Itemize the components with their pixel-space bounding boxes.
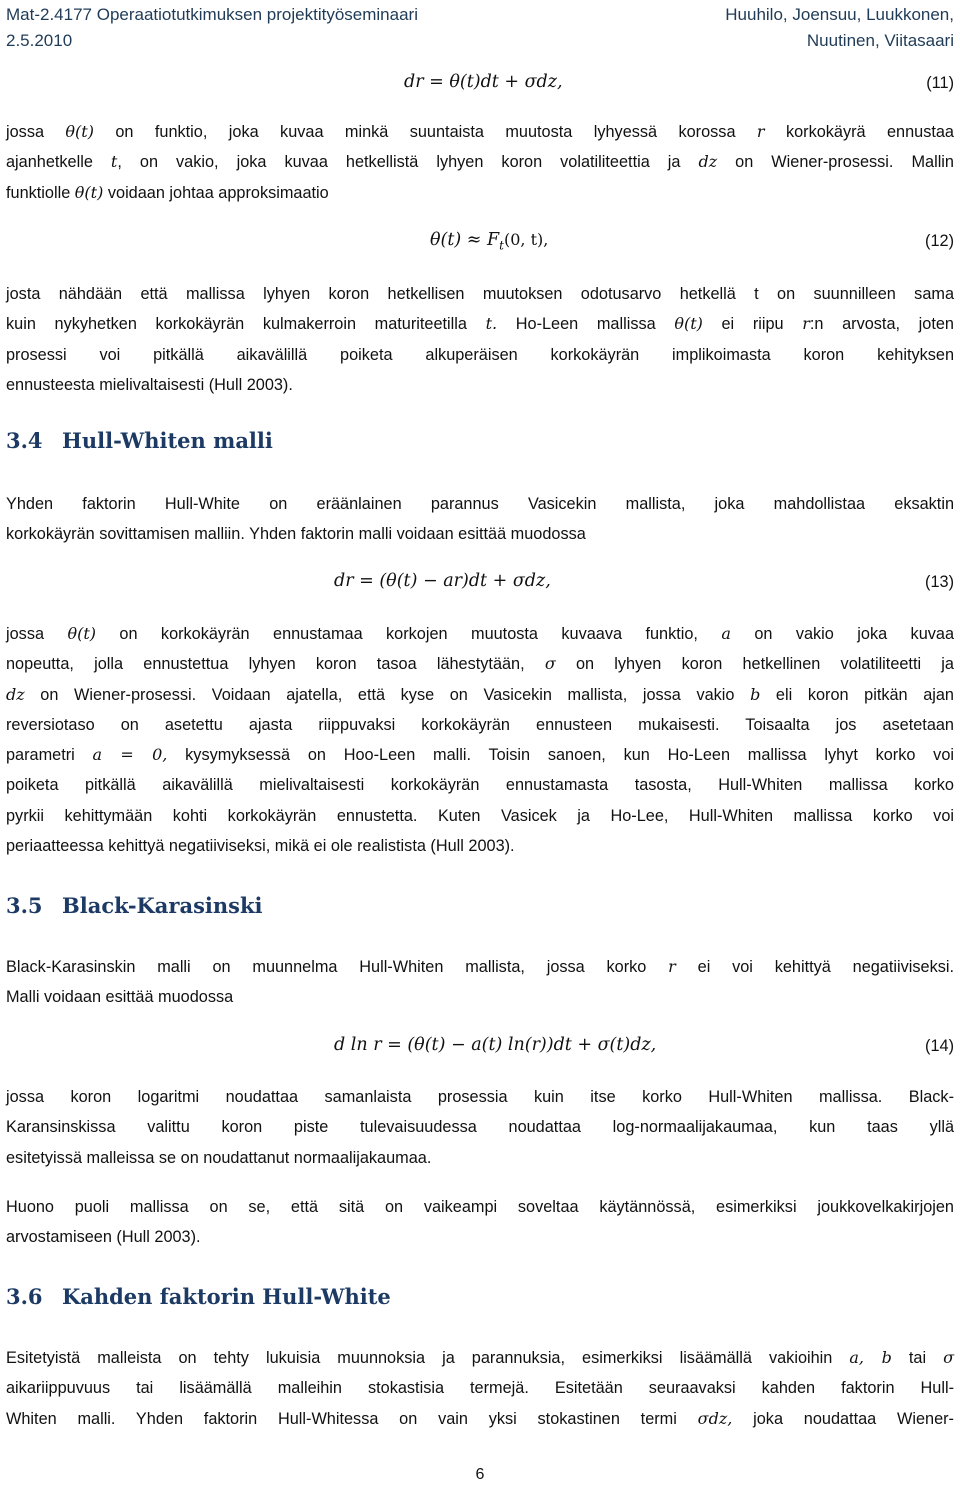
text: joka noudattaa Wiener- (732, 1409, 954, 1428)
text-line (6, 117, 954, 147)
equation-13 (6, 569, 954, 599)
text-line (6, 1404, 954, 1434)
text-line (6, 178, 954, 208)
page-header (6, 2, 954, 56)
equation-14-number: (14) (925, 1037, 954, 1055)
equation-12-number: (12) (925, 232, 954, 250)
text-line: Karansinskissa valittu koron piste tulevaisuudessa noudattaa log-normaalijakaumaa, kun taas yllä (6, 1118, 954, 1137)
text: Black-Karasinskin malli on muunnelma Hull-Whiten mallista, jossa korko (6, 958, 669, 976)
equation-12 (6, 228, 954, 258)
equation-12-subscript: t (499, 238, 504, 253)
math-sigma-dz: σdz, (697, 1408, 733, 1428)
equation-11-number: (11) (926, 74, 954, 92)
text: jossa (6, 123, 66, 141)
text: Ho-Leen mallissa (497, 315, 675, 334)
math-t: t (110, 152, 118, 172)
math-sigma: σ (943, 1348, 955, 1367)
equation-13-formula: dr = (θ(t) − ar)dt + σdz, (334, 571, 551, 591)
math-b: b (750, 684, 761, 704)
text: on funktio, joka kuvaa minkä suuntaista muutosta lyhyessä korossa (93, 123, 757, 141)
equation-12-args: (0, t), (503, 230, 549, 249)
math-r: r (668, 957, 676, 976)
text: , on vakio, joka kuvaa hetkellistä lyhyen koron volatiliteettia ja (117, 153, 699, 172)
math-theta-t: θ(t) (67, 624, 96, 643)
text-line: Huono puoli mallissa on se, että sitä on vaikeampi soveltaa käytännössä, esimerkiksi joukkovelkakirjojen (6, 1198, 954, 1216)
section-heading-3-5 (6, 893, 262, 918)
text: on Wiener-prosessi. Voidaan ajatella, että kyse on Vasicekin mallista, jossa vakio (24, 685, 751, 704)
equation-11-formula: dr = θ(t)dt + σdz, (404, 72, 563, 92)
section-title: Hull-Whiten malli (62, 428, 273, 453)
math-theta-t: θ(t) (74, 182, 104, 202)
text: eli koron pitkän ajan (760, 685, 954, 704)
math-r: r (756, 122, 765, 141)
text-line: josta nähdään että mallissa lyhyen koron hetkellisen muutoksen odotusarvo hetkellä t on suunnilleen sama (6, 285, 954, 303)
math-a: a (721, 624, 731, 643)
math-a-b: a, b (849, 1348, 892, 1367)
text-line: ennusteesta mielivaltaisesti (Hull 2003). (6, 375, 293, 394)
text-line (6, 619, 954, 649)
math-t: t. (485, 314, 498, 334)
text-line: korkokäyrän sovittamisen malliin. Yhden faktorin malli voidaan esittää muodossa (6, 525, 586, 544)
course-title: Mat-2.4177 Operaatiotutkimuksen projektityöseminaari (6, 5, 418, 24)
section-number: 3.4 (6, 428, 43, 453)
text: nopeutta, jolla ennustettua lyhyen koron tasoa lähestytään, (6, 655, 545, 674)
text: kuin nykyhetken korkokäyrän kulmakerroin maturiteetilla (6, 315, 486, 334)
section-title: Kahden faktorin Hull-White (62, 1284, 391, 1309)
text-line: jossa koron logaritmi noudattaa samanlaista prosessia kuin itse korko Hull-Whiten mallissa. Black- (6, 1088, 954, 1106)
equation-12-lhs: θ(t) ≈ F (430, 230, 500, 250)
math-a-equals-zero: a = 0, (92, 745, 168, 765)
text: tai (891, 1349, 944, 1367)
paragraph-6 (6, 1082, 954, 1173)
text-line: prosessi voi pitkällä aikavälillä poiketa alkuperäisen korkokäyrän implikoimasta koron kehityksen (6, 345, 954, 364)
paragraph-5 (6, 952, 954, 1013)
math-theta-t: θ(t) (65, 122, 94, 141)
paragraph-8 (6, 1343, 954, 1434)
text: on vakio joka kuvaa (730, 625, 954, 643)
text-line (6, 309, 954, 339)
text-line: arvostamiseen (Hull 2003). (6, 1228, 201, 1247)
text-line (6, 740, 954, 770)
text-line: Malli voidaan esittää muodossa (6, 988, 234, 1007)
page-number: 6 (475, 1466, 485, 1483)
paragraph-7 (6, 1192, 954, 1253)
text-line: Yhden faktorin Hull-White on eräänlainen parannus Vasicekin mallista, joka mahdollistaa eksaktin (6, 495, 954, 513)
text: voidaan johtaa approksimaatio (103, 183, 329, 202)
authors-line-2: Nuutinen, Viitasaari (806, 31, 954, 50)
paragraph-4 (6, 619, 954, 861)
header-left (6, 2, 418, 54)
text: kysymyksessä on Hoo-Leen malli. Toisin sanoen, kun Ho-Leen mallissa lyhyt korko voi (167, 746, 954, 765)
section-heading-3-4 (6, 428, 273, 453)
text: on lyhyen koron hetkellinen volatiliteetti ja (555, 655, 954, 674)
equation-14 (6, 1033, 954, 1063)
header-right (725, 2, 954, 54)
text: parametri (6, 746, 93, 765)
equation-12-formula (430, 230, 548, 253)
text: funktiolle (6, 183, 75, 202)
math-dz: dz (698, 152, 718, 172)
equation-11 (6, 70, 954, 100)
section-heading-3-6 (6, 1284, 391, 1309)
math-dz: dz (6, 684, 25, 704)
equation-13-number: (13) (925, 573, 954, 591)
math-r: r (802, 314, 810, 334)
section-title: Black-Karasinski (62, 893, 263, 918)
text-line: esitetyissä malleissa se on noudattanut normaalijakaumaa. (6, 1148, 432, 1167)
paragraph-3 (6, 489, 954, 550)
section-number: 3.5 (6, 893, 43, 918)
text-line: poiketa pitkällä aikavälillä mielivaltaisesti korkokäyrän ennustamasta tasosta, Hull-Whiten mallissa korko (6, 776, 954, 795)
text: ajanhetkelle (6, 153, 111, 172)
paragraph-2 (6, 279, 954, 400)
text: ei voi kehittyä negatiiviseksi. (675, 958, 954, 976)
text-line: reversiotaso on asetettu ajasta riippuvaksi korkokäyrän ennusteen mukaisesti. Toisaalta jos asetetaan (6, 715, 954, 734)
math-sigma: σ (544, 654, 556, 674)
text: Whiten malli. Yhden faktorin Hull-Whitessa on vain yksi stokastinen termi (6, 1409, 698, 1428)
text: :n arvosta, joten (809, 315, 954, 334)
text: on korkokäyrän ennustamaa korkojen muutosta kuvaava funktio, (95, 625, 722, 643)
equation-14-formula: d ln r = (θ(t) − a(t) ln(r))dt + σ(t)dz, (334, 1035, 657, 1055)
math-theta-t: θ(t) (674, 314, 703, 334)
text-line (6, 147, 954, 177)
authors-line-1: Huuhilo, Joensuu, Luukkonen, (725, 5, 954, 24)
text-line: pyrkii kehittymään kohti korkokäyrän ennustetta. Kuten Vasicek ja Ho-Lee, Hull-Whiten mallissa korko voi (6, 806, 954, 825)
text: Esitetyistä malleista on tehty lukuisia muunnoksia ja parannuksia, esimerkiksi lisäämällä vakioihin (6, 1349, 850, 1367)
text-line (6, 952, 954, 982)
section-number: 3.6 (6, 1284, 43, 1309)
text-line: aikariippuvuus tai lisäämällä malleihin stokastisia termejä. Esitetään seuraavaksi kahden faktorin Hull- (6, 1379, 954, 1398)
text-line: periaatteessa kehittyä negatiiviseksi, mikä ei ole realistista (Hull 2003). (6, 837, 515, 856)
text-line (6, 680, 954, 710)
paragraph-1 (6, 117, 954, 208)
text: ei riipu (702, 315, 803, 334)
text-line (6, 1343, 954, 1373)
text-line (6, 649, 954, 679)
text: korkokäyrä ennustaa (764, 123, 954, 141)
text: jossa (6, 625, 68, 643)
header-date: 2.5.2010 (6, 31, 73, 50)
text: on Wiener-prosessi. Mallin (717, 153, 954, 172)
